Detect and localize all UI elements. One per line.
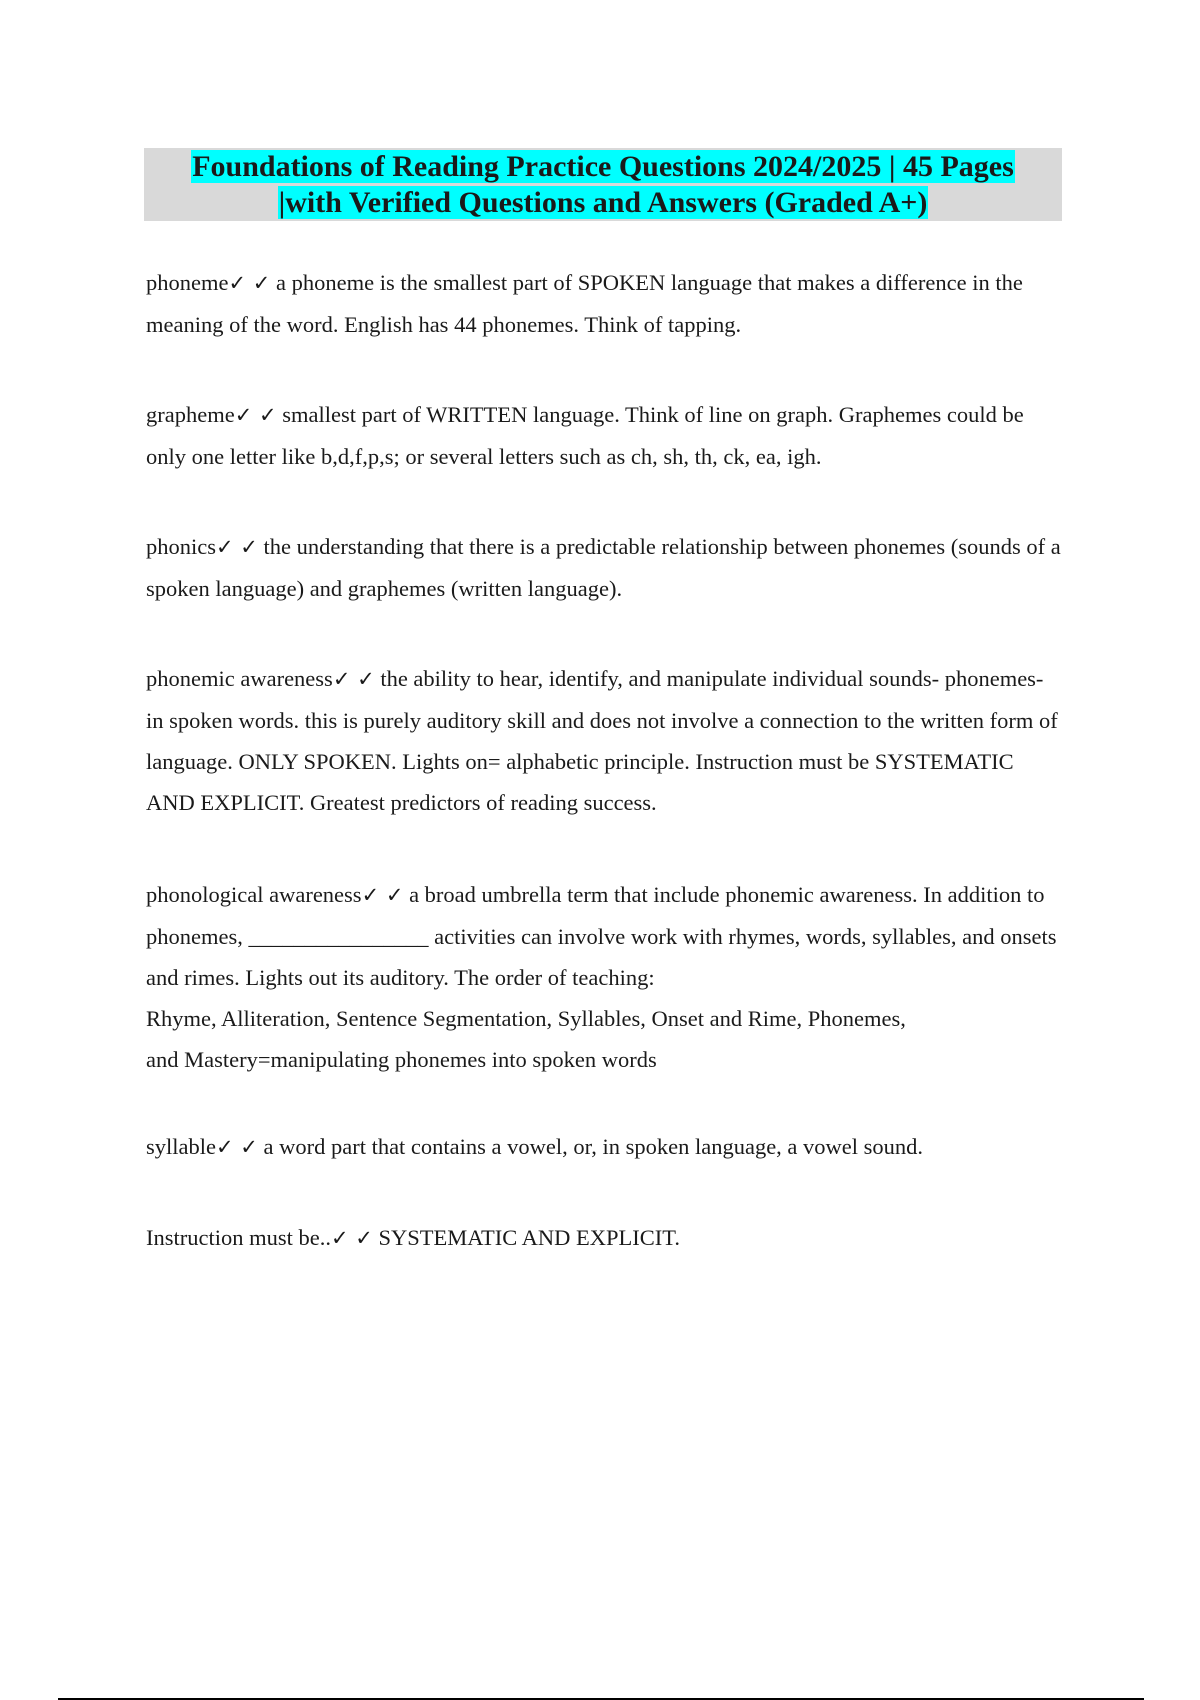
entry-definition: a word part that contains a vowel, or, in spoken language, a vowel sound. — [257, 1134, 924, 1159]
title-line-2: |with Verified Questions and Answers (Graded A+) — [278, 186, 928, 219]
document-title — [144, 148, 1062, 221]
entry-grapheme — [146, 394, 1066, 477]
entry-term: phonics — [146, 534, 216, 559]
entry-term: syllable — [146, 1134, 216, 1159]
entry-phoneme — [146, 262, 1066, 345]
entry-term: phoneme — [146, 270, 229, 295]
check-mark-icon: ✓ ✓ — [228, 271, 271, 295]
check-mark-icon: ✓ ✓ — [234, 403, 277, 427]
check-mark-icon: ✓ ✓ — [215, 1135, 258, 1159]
entry-phonological-awareness — [146, 874, 1066, 1080]
title-line-1: Foundations of Reading Practice Questions 2024/2025 | 45 Pages — [192, 150, 1014, 183]
entry-term: phonemic awareness — [146, 666, 333, 691]
entry-definition: the ability to hear, identify, and manipulate individual sounds- phonemes- in spoken words. this is purely auditory skill and does not involve a connection to the written form of language. ONLY SPOKEN. Lights on= alphabetic principle. Instruction must be SYSTEMATIC AND EXPLICIT. Greatest predictors of reading success. — [146, 666, 1058, 815]
check-mark-icon: ✓ ✓ — [330, 1226, 373, 1250]
entry-definition: a broad umbrella term that include phonemic awareness. In addition to phonemes, ________________ activities can involve work with rhymes, words, syllables, and onsets and rimes. Lights out its auditory. The order of teaching: — [146, 882, 1057, 990]
entry-phonics — [146, 526, 1066, 609]
entry-definition: SYSTEMATIC AND EXPLICIT. — [372, 1225, 680, 1250]
check-mark-icon: ✓ ✓ — [332, 667, 375, 691]
entry-term: Instruction must be.. — [146, 1225, 331, 1250]
entry-instruction — [146, 1217, 1066, 1259]
entry-definition: the understanding that there is a predictable relationship between phonemes (sounds of a spoken language) and graphemes (written language). — [146, 534, 1061, 601]
entry-line: and Mastery=manipulating phonemes into spoken words — [146, 1047, 657, 1072]
entry-definition: a phoneme is the smallest part of SPOKEN language that makes a difference in the meaning of the word. English has 44 phonemes. Think of tapping. — [146, 270, 1023, 337]
check-mark-icon: ✓ ✓ — [216, 535, 258, 559]
entry-definition: smallest part of WRITTEN language. Think of line on graph. Graphemes could be only one letter like b,d,f,p,s; or several letters such as ch, sh, th, ck, ea, igh. — [146, 402, 1024, 469]
check-mark-icon: ✓ ✓ — [361, 883, 404, 907]
entry-term: phonological awareness — [146, 882, 362, 907]
entry-phonemic-awareness — [146, 658, 1066, 823]
entry-line: Rhyme, Alliteration, Sentence Segmentation, Syllables, Onset and Rime, Phonemes, — [146, 1006, 906, 1031]
entry-syllable — [146, 1126, 1066, 1168]
entry-term: grapheme — [146, 402, 235, 427]
